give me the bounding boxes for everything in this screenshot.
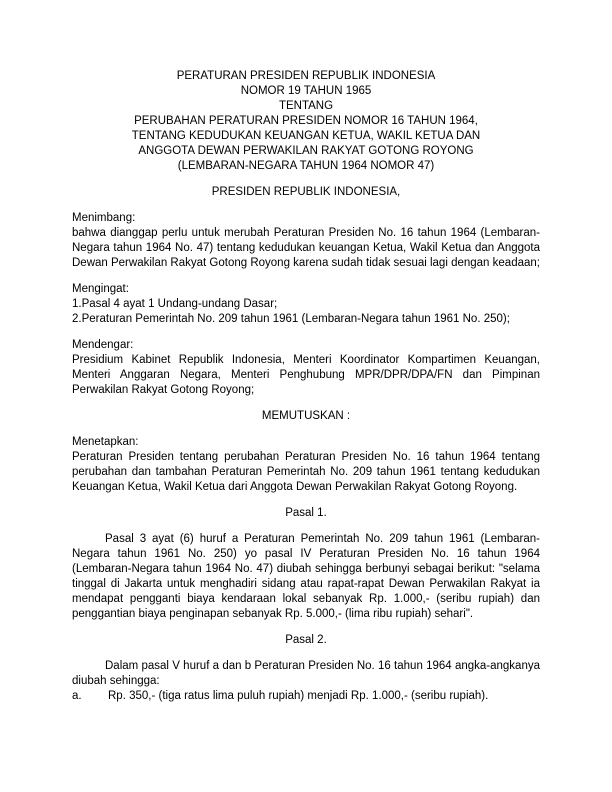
menetapkan-body: Peraturan Presiden tentang perubahan Peraturan Presiden No. 16 tahun 1964 tentang perubahan dan tambahan Peraturan Pemerintah No. 209 tahun 1961 tentang kedudukan Keuangan Ketua, Wakil Ketua dari Anggota Dewan Perwakilan Rakyat Gotong Royong. bbox=[72, 451, 540, 493]
pasal2-heading: Pasal 2. bbox=[285, 634, 327, 646]
mendengar-body: Presidium Kabinet Republik Indonesia, Menteri Koordinator Kompartimen Keuangan, Menteri Anggaran Negara, Menteri Penghubung MPR/DPR/DPA/FN dan Pimpinan Perwakilan Rakyat Gotong Royong; bbox=[72, 354, 540, 396]
menetapkan-label: Menetapkan: bbox=[72, 436, 139, 448]
pasal2-body: Dalam pasal V huruf a dan b Peraturan Presiden No. 16 tahun 1964 angka-angkanya diubah sehingga: bbox=[72, 660, 540, 687]
pasal2-item-a-marker: a. bbox=[72, 690, 82, 702]
mengingat-label: Mengingat: bbox=[72, 283, 129, 295]
pasal2-item-a-text: Rp. 350,- (tiga ratus lima puluh rupiah) menjadi Rp. 1.000,- (seribu rupiah). bbox=[108, 690, 489, 702]
document-title-block bbox=[72, 69, 540, 174]
section-menetapkan bbox=[72, 435, 540, 495]
title-line-7: (LEMBARAN-NEGARA TAHUN 1964 NOMOR 47) bbox=[177, 160, 435, 172]
title-line-4: PERUBAHAN PERATURAN PRESIDEN NOMOR 16 TAHUN 1964, bbox=[134, 115, 478, 127]
section-mendengar bbox=[72, 338, 540, 398]
section-menimbang bbox=[72, 211, 540, 271]
issuer-line: PRESIDEN REPUBLIK INDONESIA, bbox=[211, 186, 401, 198]
menimbang-body: bahwa dianggap perlu untuk merubah Peraturan Presiden No. 16 tahun 1964 (Lembaran-Negara tahun 1964 No. 47) tentang kedudukan keuangan Ketua, Wakil Ketua dan Anggota Dewan Perwakilan Rakyat Gotong Royong karena sudah tidak sesuai lagi dengan keadaan; bbox=[72, 227, 540, 269]
pasal1-heading: Pasal 1. bbox=[285, 507, 327, 519]
pasal2-item-a bbox=[72, 689, 540, 704]
mengingat-item-2: 2.Peraturan Pemerintah No. 209 tahun 1961 (Lembaran-Negara tahun 1961 No. 250); bbox=[72, 313, 510, 325]
title-line-1: PERATURAN PRESIDEN REPUBLIK INDONESIA bbox=[176, 70, 436, 82]
title-line-6: ANGGOTA DEWAN PERWAKILAN RAKYAT GOTONG ROYONG bbox=[138, 145, 474, 157]
title-line-2: NOMOR 19 TAHUN 1965 bbox=[240, 85, 372, 97]
title-line-3: TENTANG bbox=[278, 100, 334, 112]
mengingat-item-1: 1.Pasal 4 ayat 1 Undang-undang Dasar; bbox=[72, 298, 278, 310]
title-line-5: TENTANG KEDUDUKAN KEUANGAN KETUA, WAKIL KETUA DAN bbox=[131, 130, 481, 142]
pasal1-body: Pasal 3 ayat (6) huruf a Peraturan Pemerintah No. 209 tahun 1961 (Lembaran-Negara tahun 1961 No. 250) yo pasal IV Peraturan Presiden No. 16 tahun 1964 (Lembaran-Negara tahun 1964 No. 47) diubah sehingga berbunyi sebagai berikut: "selama tinggal di Jakarta untuk menghadiri sidang atau rapat-rapat Dewan Perwakilan Rakyat ia mendapat pengganti biaya kendaraan lokal sebanyak Rp. 1.000,- (seribu rupiah) dan penggantian biaya penginapan sebanyak Rp. 5.000,- (lima ribu rupiah) sehari". bbox=[72, 533, 540, 620]
menimbang-label: Menimbang: bbox=[72, 212, 136, 224]
section-mengingat bbox=[72, 282, 540, 327]
memutuskan-heading: MEMUTUSKAN : bbox=[261, 410, 351, 422]
mendengar-label: Mendengar: bbox=[72, 339, 134, 351]
